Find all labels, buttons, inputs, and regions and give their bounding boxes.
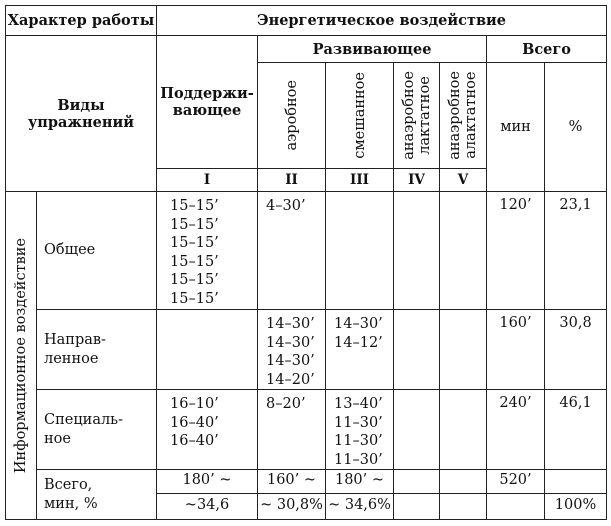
training-load-table bbox=[5, 5, 607, 520]
totals-min-cell bbox=[440, 470, 487, 494]
total-min-cell: 160’ bbox=[487, 310, 545, 390]
developing-header: Развивающее bbox=[258, 36, 487, 63]
table-cell: 15–15’ 15–15’ 15–15’ 15–15’ 15–15’ 15–15’ bbox=[157, 192, 258, 310]
min-header: мин bbox=[487, 63, 545, 192]
table-cell bbox=[440, 192, 487, 310]
totals-min-cell: 160’ ~ bbox=[258, 470, 326, 494]
total-pct-cell: 23,1 bbox=[545, 192, 607, 310]
info-impact-cell bbox=[6, 192, 37, 520]
roman-numeral: V bbox=[440, 169, 487, 192]
totals-pct-cell bbox=[440, 494, 487, 520]
totals-pct-cell: 100% bbox=[545, 494, 607, 520]
totals-pct-cell: ~ 34,6% bbox=[326, 494, 394, 520]
total-min-cell: 240’ bbox=[487, 390, 545, 470]
total-pct-cell: 46,1 bbox=[545, 390, 607, 470]
table-cell bbox=[157, 310, 258, 390]
row-label: Специаль- ное bbox=[37, 390, 157, 470]
table-cell bbox=[394, 310, 440, 390]
anaerobic-lactate-header: анаэробное лактатное bbox=[400, 71, 433, 160]
totals-pct-cell bbox=[394, 494, 440, 520]
anaerobic-alactate-header-cell bbox=[440, 63, 487, 169]
totals-min-cell: 520’ bbox=[487, 470, 545, 494]
totals-pct-cell bbox=[487, 494, 545, 520]
roman-numeral: I bbox=[157, 169, 258, 192]
info-impact-label: Информационное воздействие bbox=[13, 237, 29, 474]
table-cell: 16–10’ 16–40’ 16–40’ bbox=[157, 390, 258, 470]
row-label: Общее bbox=[37, 192, 157, 310]
table-cell bbox=[440, 390, 487, 470]
totals-min-cell bbox=[545, 470, 607, 494]
anaerobic-alactate-header: анаэробное алактатное bbox=[447, 71, 480, 160]
table-cell: 14–30’ 14–12’ bbox=[326, 310, 394, 390]
total-min-cell: 120’ bbox=[487, 192, 545, 310]
total-row-label: Всего, мин, % bbox=[37, 470, 157, 520]
supporting-header: Поддержи- вающее bbox=[157, 36, 258, 169]
percent-header: % bbox=[545, 63, 607, 192]
work-type-header: Характер работы bbox=[6, 6, 157, 36]
totals-pct-cell: ~ 30,8% bbox=[258, 494, 326, 520]
mixed-header-cell bbox=[326, 63, 394, 169]
energy-impact-header: Энергетическое воздействие bbox=[157, 6, 607, 36]
roman-numeral: III bbox=[326, 169, 394, 192]
table-cell bbox=[440, 310, 487, 390]
table-cell bbox=[394, 390, 440, 470]
exercise-types-header: Виды упражнений bbox=[6, 36, 157, 192]
roman-numeral: II bbox=[258, 169, 326, 192]
totals-min-cell: 180’ ~ bbox=[326, 470, 394, 494]
roman-numeral: IV bbox=[394, 169, 440, 192]
table-cell: 8–20’ bbox=[258, 390, 326, 470]
aerobic-header-cell bbox=[258, 63, 326, 169]
mixed-header: смешанное bbox=[351, 72, 368, 159]
table-cell: 13–40’ 11–30’ 11–30’ 11–30’ bbox=[326, 390, 394, 470]
totals-min-cell: 180’ ~ bbox=[157, 470, 258, 494]
totals-min-cell bbox=[394, 470, 440, 494]
row-label: Направ- ленное bbox=[37, 310, 157, 390]
aerobic-header: аэробное bbox=[283, 80, 300, 151]
totals-pct-cell: ~34,6 bbox=[157, 494, 258, 520]
total-pct-cell: 30,8 bbox=[545, 310, 607, 390]
table-cell: 14–30’ 14–30’ 14–30’ 14–20’ bbox=[258, 310, 326, 390]
total-header: Всего bbox=[487, 36, 607, 63]
table-cell bbox=[394, 192, 440, 310]
anaerobic-lactate-header-cell bbox=[394, 63, 440, 169]
table-cell bbox=[326, 192, 394, 310]
table-cell: 4–30’ bbox=[258, 192, 326, 310]
